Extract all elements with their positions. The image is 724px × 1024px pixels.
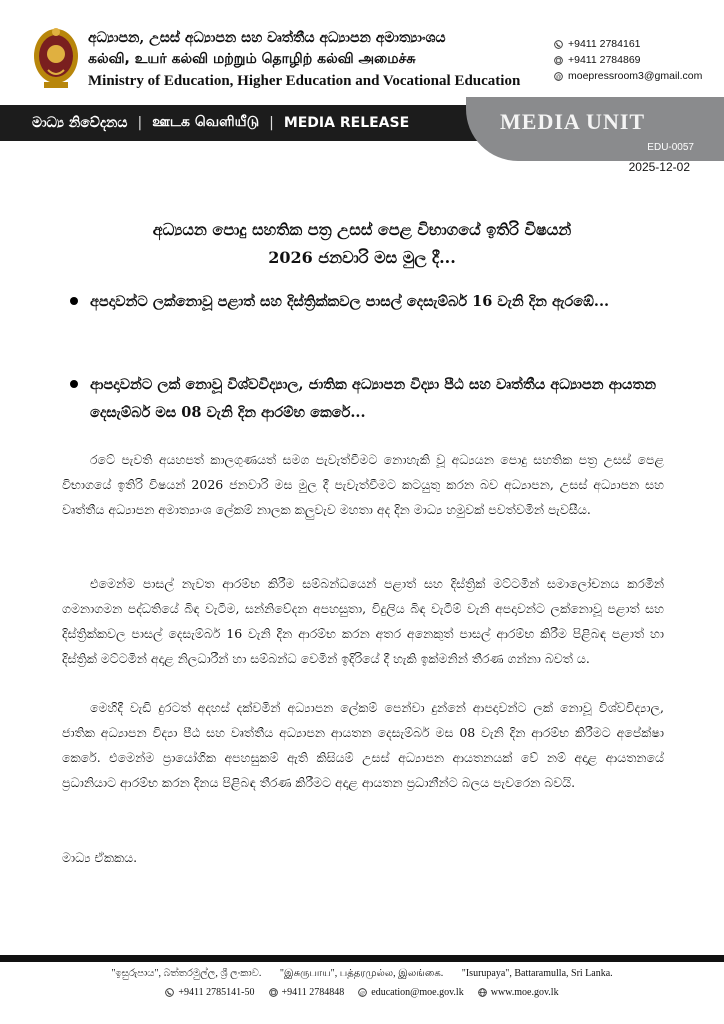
footer-contacts xyxy=(0,987,724,998)
ministry-name-sinhala: අධ්‍යාපන, උසස් අධ්‍යාපන සහ වෘත්තීය අධ්‍යාපන අමාත්‍යාංශය xyxy=(88,30,446,46)
footer-address xyxy=(0,966,724,982)
body-paragraph: එමෙන්ම පාසල් නැවත ආරම්භ කිරීම සම්බන්ධයෙන් පළාත් සහ දිස්ත්‍රික් මට්ටමින් සමාලෝචනය කරමින් ගමනාගමන පද්ධතියේ බිඳ වැටීම, සන්නිවේදන අපහසුතා, විදුලිය බිඳ වැටීම් වැනි අපදාවන්ට ලක්නොවූ පළාත් සහ දිස්ත්‍රික්කවල පාසල් දෙසැම්බර් 16 වැනි දින ආරම්භ කරන අතර අනෙකුත් පාසල් ආරම්භ කිරීම පිළිබඳ පළාත් හා දිස්ත්‍රික් මට්ටමින් අදාළ නිලධාරීන් හා සම්බන්ධ වෙමින් ඉදිරියේ දී හැකි ඉක්මනින් තීරණ ගන්නා බවත් ය. xyxy=(62,576,664,666)
header-contacts xyxy=(554,36,702,84)
title-line-1: අධ්‍යයන පොදු සහතික පත්‍ර උසස් පෙළ විභාගයේ ඉතිරි විෂයන් xyxy=(152,220,572,239)
release-title xyxy=(60,216,664,272)
release-date: 2025-12-02 xyxy=(628,160,690,174)
body-paragraph: රටේ පැවති අයහපත් කාලගුණයත් සමග පැවැත්වීමට නොහැකි වූ අධ්‍යයන පොදු සහතික පත්‍ර උසස් පෙළ විභාගයේ ඉතිරි විෂයන් 2026 ජනවාරි මස මුල දී පැවැත්වීමට කටයුතු කරන බව අධ්‍යාපන, උසස් අධ්‍යාපන සහ වෘත්තීය අධ්‍යාපන අමාත්‍යාංශ ලේකම් නාලක කලුවැව මහතා අද දින මාධ්‍ය හමුවක් පවත්වමින් පැවසීය. xyxy=(62,452,664,517)
banner-tamil: ஊடக வெளியீடு xyxy=(152,114,260,130)
footer-fax: +9411 2784848 xyxy=(269,987,345,998)
body-paragraph: මෙහිදී වැඩි දුරටත් අදහස් දක්වමින් අධ්‍යාපන ලේකම් පෙන්වා දුන්නේ ආපදාවන්ට ලක් නොවූ විශ්වවිද්‍යාල, ජාතික අධ්‍යාපන විද්‍යා පීඨ සහ වෘත්තීය අධ්‍යාපන ආයතන දෙසැම්බර් මස 08 වැනි දින ආරම්භ කිරීමට අපේක්ෂා කෙරේ. එමෙන්ම ප්‍රායෝගික අපහසුකම් ඇති කිසියම් උසස් අධ්‍යාපන ආයතනයක් වේ නම් අදාළ ආයතනයේ ප්‍රධානියාට ආරම්භ කරන දිනය පිළිබඳ තීරණ කිරීමට අදාළ ආයතන ප්‍රධානීන්ට බලය පැවරෙන බවයි. xyxy=(62,700,664,790)
footer-phone: +9411 2785141-50 xyxy=(165,987,254,998)
media-unit-tab xyxy=(466,97,724,161)
banner-separator: | xyxy=(269,115,274,131)
release-code: EDU-0057 xyxy=(647,142,694,153)
media-unit-label: MEDIA UNIT xyxy=(500,109,646,134)
title-line-2: 2026 ජනවාරි මස මුල දී... xyxy=(268,248,456,267)
footer-email[interactable]: @ education@moe.gov.lk xyxy=(358,987,463,998)
banner-separator: | xyxy=(137,115,143,131)
address-english: "Isurupaya", Battaramulla, Sri Lanka. xyxy=(461,968,613,979)
ministry-name-english: Ministry of Education, Higher Education and Vocational Education xyxy=(88,73,521,89)
footer-divider xyxy=(0,955,724,962)
header-phone: +9411 2784161 xyxy=(554,36,702,52)
header-fax: +9411 2784869 xyxy=(554,52,702,68)
footer-website[interactable]: www.moe.gov.lk xyxy=(478,987,559,998)
address-sinhala: "ඉසුරුපාය", බත්තරමුල්ල, ශ්‍රී ලංකාව. xyxy=(111,968,262,979)
bullet-dot-icon xyxy=(70,380,78,388)
email-icon xyxy=(358,988,367,997)
banner-sinhala: මාධ්‍ය නිවේදනය xyxy=(32,115,128,131)
phone-icon xyxy=(554,40,563,49)
bullet-dot-icon xyxy=(70,297,78,305)
fax-icon xyxy=(269,988,278,997)
phone-icon xyxy=(165,988,174,997)
highlight-bullet: අපදාවන්ට ලක්නොවූ පළාත් සහ දිස්ත්‍රික්කවල පාසල් දෙසැම්බර් 16 වැනි දින ඇරඹේ... xyxy=(90,288,656,316)
fax-icon xyxy=(554,56,563,65)
globe-icon xyxy=(478,988,487,997)
ministry-name-block xyxy=(88,28,528,92)
signoff: මාධ්‍ය ඒකකය. xyxy=(62,850,138,865)
ministry-crest-logo xyxy=(32,26,80,90)
svg-text:@: @ xyxy=(555,73,562,80)
address-tamil: "இசுருபாய", பத்தரமுல்ல, இலங்கை. xyxy=(279,968,444,979)
ministry-name-tamil: கல்வி, உயர் கல்வி மற்றும் தொழிற் கல்வி அமைச்சு xyxy=(88,51,416,67)
highlight-bullet: ආපදාවන්ට ලක් නොවූ විශ්වවිද්‍යාල, ජාතික අධ්‍යාපන විද්‍යා පීඨ සහ වෘත්තීය අධ්‍යාපන ආයතන දෙසැම්බර් මස 08 වැනි දින ආරම්භ කෙරේ... xyxy=(90,371,656,427)
header-email[interactable]: @ moepressroom3@gmail.com xyxy=(555,70,703,82)
email-icon xyxy=(554,72,563,81)
banner-english: MEDIA RELEASE xyxy=(283,115,410,131)
svg-text:@: @ xyxy=(360,990,366,997)
